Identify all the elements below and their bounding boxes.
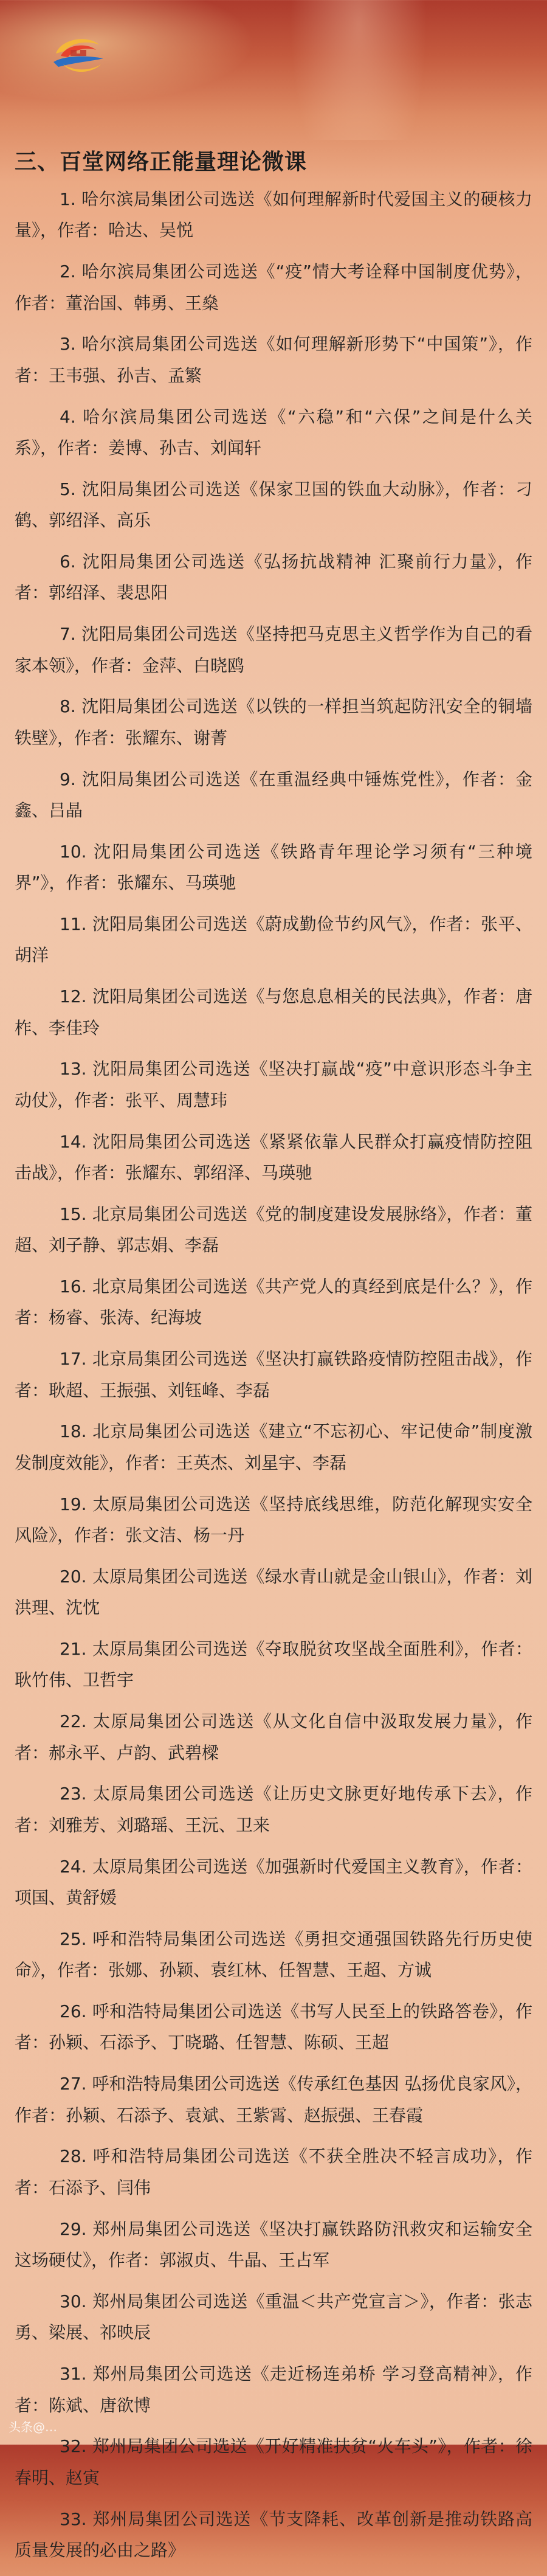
list-item: 27. 呼和浩特局集团公司选送《传承红色基因 弘扬优良家风》，作者：孙颖、石添予、袁斌、王紫霄、赵振强、王春霞: [15, 2074, 532, 2125]
watermark: 头条@…: [9, 2420, 57, 2434]
list-item: 18. 北京局集团公司选送《建立“不忘初心、牢记使命”制度激发制度效能》，作者：王英杰、刘星宇、李磊: [15, 1421, 532, 1473]
list-item: 32. 郑州局集团公司选送《开好精准扶贫“火车头”》，作者：徐春明、赵寅: [15, 2436, 532, 2488]
list-item: 12. 沈阳局集团公司选送《与您息息相关的民法典》，作者：唐柞、李佳玲: [15, 986, 532, 1038]
list-item: 11. 沈阳局集团公司选送《蔚成勤俭节约风气》，作者：张平、胡洋: [15, 914, 532, 966]
course-list: [15, 184, 532, 2576]
list-item: 22. 太原局集团公司选送《从文化自信中汲取发展力量》，作者：郝永平、卢韵、武碧樑: [15, 1711, 532, 1763]
list-item: 13. 沈阳局集团公司选送《坚决打赢战“疫”中意识形态斗争主动仗》，作者：张平、周慧玮: [15, 1059, 532, 1110]
list-item: 4. 哈尔滨局集团公司选送《“六稳”和“六保”之间是什么关系》，作者：姜博、孙吉、刘闻轩: [15, 406, 532, 459]
list-item: 9. 沈阳局集团公司选送《在重温经典中锤炼党性》，作者：金鑫、吕晶: [15, 769, 532, 821]
list-item: 33. 郑州局集团公司选送《节支降耗、改革创新是推动铁路高质量发展的必由之路》: [15, 2508, 532, 2560]
list-item: 28. 呼和浩特局集团公司选送《不获全胜决不轻言成功》，作者：石添予、闫伟: [15, 2146, 532, 2198]
list-item: 1. 哈尔滨局集团公司选送《如何理解新时代爱国主义的硬核力量》，作者：哈达、吴悦: [15, 189, 532, 241]
list-item: 16. 北京局集团公司选送《共产党人的真经到底是什么？》，作者：杨睿、张涛、纪海坡: [15, 1276, 532, 1328]
section-title: 三、百堂网络正能量理论微课: [15, 150, 308, 175]
list-item: 3. 哈尔滨局集团公司选送《如何理解新形势下“中国策”》，作者：王韦强、孙吉、孟繁: [15, 334, 532, 386]
list-item: 15. 北京局集团公司选送《党的制度建设发展脉络》，作者：董超、刘子静、郭志娟、李磊: [15, 1203, 532, 1256]
list-item: 25. 呼和浩特局集团公司选送《勇担交通强国铁路先行历史使命》，作者：张娜、孙颖、袁红林、任智慧、王超、方诚: [15, 1928, 532, 1981]
list-item: 19. 太原局集团公司选送《坚持底线思维，防范化解现实安全风险》，作者：张文洁、杨一丹: [15, 1494, 532, 1546]
list-item: 30. 郑州局集团公司选送《重温＜共产党宣言＞》，作者：张志勇、梁展、祁映辰: [15, 2291, 532, 2343]
list-item: 7. 沈阳局集团公司选送《坚持把马克思主义哲学作为自己的看家本领》，作者：金萍、白晓鸥: [15, 624, 532, 676]
header-banner: [0, 0, 547, 140]
list-item: 6. 沈阳局集团公司选送《弘扬抗战精神 汇聚前行力量》，作者：郭绍泽、裴思阳: [15, 552, 532, 603]
list-item: 29. 郑州局集团公司选送《坚决打赢铁路防汛救灾和运输安全这场硬仗》，作者：郭淑贞、牛晶、王占军: [15, 2218, 532, 2271]
list-item: 2. 哈尔滨局集团公司选送《“疫”情大考诠释中国制度优势》，作者：董治国、韩勇、王燊: [15, 261, 532, 313]
list-item: 10. 沈阳局集团公司选送《铁路青年理论学习须有“三种境界”》，作者：张耀东、马瑛驰: [15, 841, 532, 893]
list-item: 31. 郑州局集团公司选送《走近杨连弟桥 学习登高精神》，作者：陈斌、唐欲博: [15, 2364, 532, 2415]
list-item: 5. 沈阳局集团公司选送《保家卫国的铁血大动脉》，作者：刁鹤、郭绍泽、高乐: [15, 479, 532, 531]
list-item: 8. 沈阳局集团公司选送《以铁的一样担当筑起防汛安全的铜墙铁壁》，作者：张耀东、谢菁: [15, 696, 532, 748]
list-item: 17. 北京局集团公司选送《坚决打赢铁路疫情防控阻击战》，作者：耿超、王振强、刘钰峰、李磊: [15, 1349, 532, 1401]
list-item: 23. 太原局集团公司选送《让历史文脉更好地传承下去》，作者：刘雅芳、刘璐瑶、王沅、卫来: [15, 1784, 532, 1835]
list-item: 20. 太原局集团公司选送《绿水青山就是金山银山》，作者：刘洪理、沈忱: [15, 1566, 532, 1618]
list-item: 26. 呼和浩特局集团公司选送《书写人民至上的铁路答卷》，作者：孙颖、石添予、丁晓璐、任智慧、陈硕、王超: [15, 2001, 532, 2053]
railway-logo-icon: [52, 35, 105, 79]
list-item: 21. 太原局集团公司选送《夺取脱贫攻坚战全面胜利》，作者：耿竹伟、卫哲宇: [15, 1639, 532, 1691]
list-item: 24. 太原局集团公司选送《加强新时代爱国主义教育》，作者：项国、黄舒媛: [15, 1856, 532, 1908]
list-item: 14. 沈阳局集团公司选送《紧紧依靠人民群众打赢疫情防控阻击战》，作者：张耀东、郭绍泽、马瑛驰: [15, 1131, 532, 1183]
